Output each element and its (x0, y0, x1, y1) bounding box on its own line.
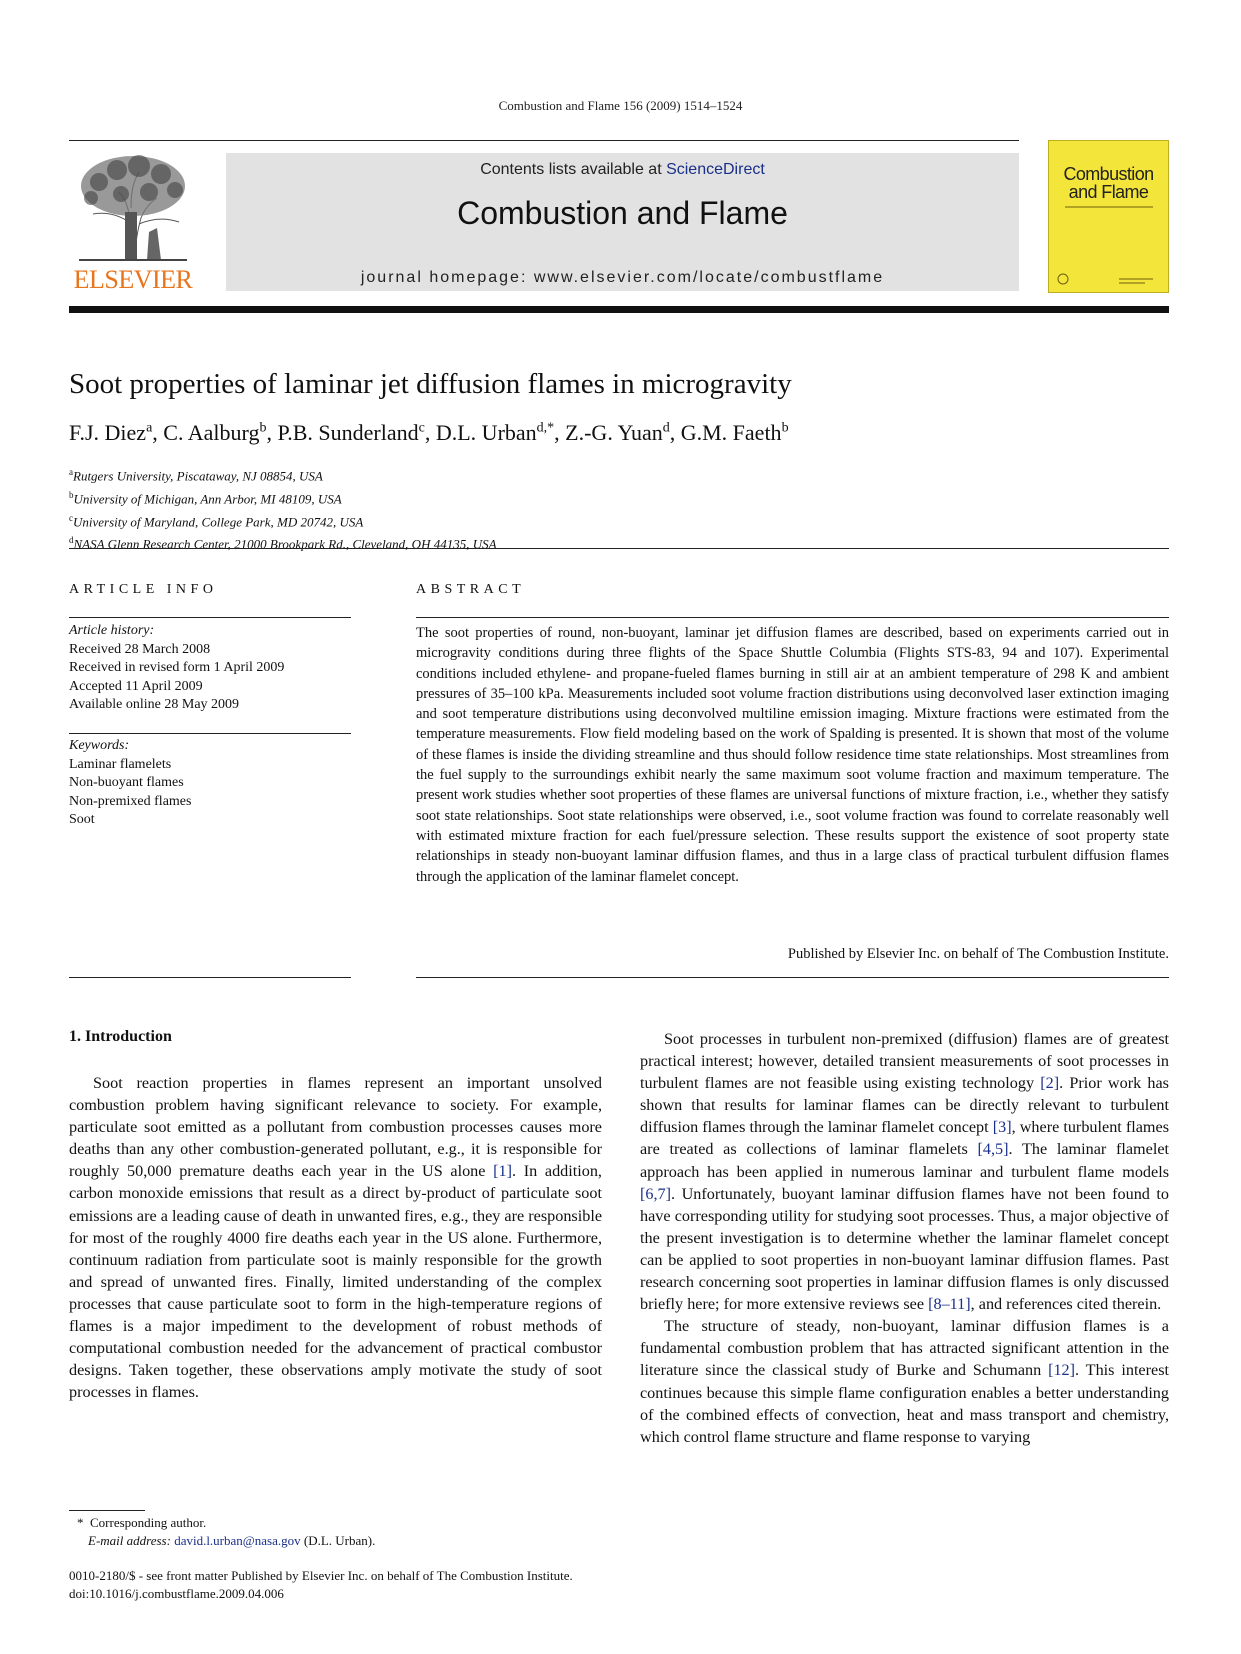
header-rule (69, 140, 1019, 141)
author-name: F.J. Diez (69, 420, 147, 445)
text-run: . Prior work has shown that results for laminar flames can be directly relevant to turbulent diffusion flames through the laminar flamelet concept (640, 1074, 1169, 1137)
history-label: Article history: (69, 623, 155, 638)
affiliation-text: University of Michigan, Ann Arbor, MI 48109, USA (73, 491, 342, 507)
text-run: , where turbulent flames are treated as collections of laminar flamelets (640, 1118, 1169, 1159)
reference-link[interactable]: [12] (1048, 1361, 1076, 1380)
author-separator: , (424, 420, 436, 445)
email-link[interactable]: david.l.urban@nasa.gov (174, 1533, 301, 1548)
article-info-bottom-rule (69, 977, 351, 978)
affiliation-list (69, 463, 497, 554)
text-run: The structure of steady, non-buoyant, laminar diffusion flames is a fundamental combustion problem that has attracted significant attention in the literature since the classical study of Burke and Schumann (640, 1317, 1169, 1380)
affiliation-text: NASA Glenn Research Center, 21000 Brookpark Rd., Cleveland, OH 44135, USA (73, 536, 497, 552)
article-history (69, 622, 284, 715)
publisher-line: Published by Elsevier Inc. on behalf of The Combustion Institute. (787, 946, 1169, 962)
affiliation (69, 486, 497, 509)
author-name: D.L. Urban (435, 420, 537, 445)
journal-homepage[interactable]: journal homepage: www.elsevier.com/locate/combustflame (360, 269, 885, 286)
abstract-bottom-rule (416, 977, 1169, 978)
reference-link[interactable]: [3] (992, 1118, 1012, 1137)
abstract-text: The soot properties of round, non-buoyant, laminar jet diffusion flames are described, based on experiments carried out in microgravity conditions during three flights of the Space Shuttle Columbia (Flights STS-83, 94 and 107). Experimental conditions included ethylene- and propane-fueled flames burning in still air at an ambient temperature of 298 K and ambient pressures of 35–100 kPa. Measurements included soot volume fraction distributions using deconvolved laser extinction imaging and soot temperature distributions using deconvolved multiline emission imaging. Mixture fractions were estimated from the temperature measurements. Flow field modeling based on the work of Spalding is presented. It is shown that most of the volume of these flames is inside the dividing streamline and thus should follow residence time state relationships. Most streamlines from the fuel supply to the surroundings exhibit nearly the same maximum soot volume fraction and maximum temperature. The present work studies whether soot properties of these flames are universal functions of mixture fraction, i.e., whether they satisfy soot state relationships. Soot state relationships were observed, i.e., soot volume fraction was found to correlate reasonably well with estimated mixture fraction for each fuel/pressure selection. These results support the existence of soot property state relationships in steady non-buoyant laminar diffusion flames, and thus in a large class of practical turbulent diffusion flames through the application of the laminar flamelet concept. (416, 625, 1169, 885)
affiliation (69, 463, 497, 486)
author-list (69, 420, 789, 446)
contents-line (226, 161, 1019, 179)
author-affiliation-mark[interactable]: b (259, 420, 267, 436)
keywords-label: Keywords: (69, 738, 130, 753)
author-affiliation-mark[interactable]: a (146, 420, 153, 436)
section-heading: 1. Introduction (69, 1028, 172, 1045)
affiliation-key: c (69, 512, 73, 523)
journal-name: Combustion and Flame (457, 195, 788, 231)
front-matter-footer (69, 1567, 573, 1603)
cover-title: Combustion and Flame (1063, 164, 1154, 202)
author-separator: , (669, 420, 681, 445)
footnote-rule (69, 1510, 145, 1511)
text-run: . The laminar flamelet approach has been applied in numerous laminar and turbulent flame models (640, 1140, 1170, 1181)
affiliation-key: d (69, 535, 74, 546)
author-name: C. Aalburg (163, 420, 260, 445)
sciencedirect-link[interactable]: ScienceDirect (666, 161, 765, 178)
keywords-rule (69, 733, 351, 734)
reference-link[interactable]: [4,5] (977, 1140, 1009, 1159)
keyword-item: Soot (69, 812, 95, 827)
journal-citation: Combustion and Flame 156 (2009) 1514–1524 (498, 98, 743, 113)
author-affiliation-mark[interactable]: d,* (536, 420, 555, 436)
paragraph (69, 1072, 602, 1403)
header-thick-rule (69, 306, 1169, 313)
elsevier-wordmark: ELSEVIER (73, 265, 193, 294)
abstract-heading: ABSTRACT (416, 582, 526, 597)
history-item: Received 28 March 2008 (69, 641, 211, 657)
affiliation (69, 509, 497, 532)
affiliation-text: University of Maryland, College Park, MD 20742, USA (73, 513, 364, 529)
author-affiliation-mark[interactable]: c (418, 420, 425, 436)
author-separator: , (554, 420, 566, 445)
affiliation (69, 531, 497, 554)
history-item: Available online 28 May 2009 (69, 697, 240, 712)
elsevier-logo[interactable] (69, 152, 197, 294)
corresponding-author: Corresponding author. (90, 1515, 207, 1530)
left-column (69, 1072, 602, 1403)
keyword-item: Non-buoyant flames (69, 775, 184, 790)
article-info-heading: ARTICLE INFO (69, 582, 218, 597)
reference-link[interactable]: [8–11] (928, 1295, 971, 1314)
doi-line[interactable]: doi:10.1016/j.combustflame.2009.04.006 (69, 1586, 284, 1601)
text-run: , and references cited therein. (970, 1295, 1162, 1314)
author-affiliation-mark[interactable]: b (781, 420, 789, 436)
text-run: . Unfortunately, buoyant laminar diffusion flames have not been found to have corresponding utility for studying soot processes. Thus, a major objective of the present investigation is to determine whether the laminar flamelet concept can be applied to soot properties in non-buoyant laminar diffusion flames. Past research concerning soot properties in laminar diffusion flames is only discussed briefly here; for more extensive reviews see (640, 1184, 1169, 1314)
cover-decoration-icon (1049, 141, 1168, 292)
journal-cover[interactable] (1048, 140, 1169, 293)
contents-prefix: Contents lists available at (480, 161, 667, 178)
reference-link[interactable]: [1] (493, 1162, 513, 1181)
abstract-rule (416, 617, 1169, 618)
history-item: Accepted 11 April 2009 (69, 678, 203, 694)
history-list (69, 641, 284, 715)
footnote (77, 1514, 375, 1550)
reference-link[interactable]: [6,7] (640, 1184, 672, 1203)
tree-icon (69, 152, 197, 264)
affiliation-key: a (69, 467, 73, 477)
text-run: Soot reaction properties in flames represent an important unsolved combustion problem having significant relevance to society. For example, particulate soot emitted as a pollutant from combustion processes causes more deaths than any other combustion-generated pollutant, e.g., it is responsible for roughly 50,000 premature deaths each year in the US alone (69, 1074, 602, 1181)
keyword-item: Laminar flamelets (69, 756, 172, 772)
keywords-block (69, 737, 191, 830)
article-title: Soot properties of laminar jet diffusion flames in microgravity (69, 368, 792, 400)
article-info-rule (69, 617, 351, 618)
affiliation-rule (69, 548, 1169, 549)
email-label: E-mail address: (88, 1533, 171, 1548)
text-run: . This interest continues because this simple flame configuration enables a better understanding of the combined effects of convection, heat and mass transport and chemistry, which control flame structure and flame response to varying (640, 1361, 1169, 1446)
footnote-star: * (77, 1515, 84, 1530)
journal-banner (226, 153, 1019, 291)
reference-link[interactable]: [2] (1040, 1074, 1060, 1093)
author-name: Z.-G. Yuan (565, 420, 663, 445)
keyword-item: Non-premixed flames (69, 793, 192, 809)
author-affiliation-mark[interactable]: d (662, 420, 670, 436)
history-item: Received in revised form 1 April 2009 (69, 660, 285, 675)
keyword-list (69, 756, 191, 830)
affiliation-key: b (69, 489, 74, 500)
affiliation-text: Rutgers University, Piscataway, NJ 08854, USA (73, 468, 323, 484)
author-separator: , (152, 420, 164, 445)
email-suffix: (D.L. Urban). (300, 1533, 376, 1548)
text-run: . In addition, carbon monoxide emissions that result as a direct by-product of particulate soot emissions are a leading cause of death in unwanted fires, e.g., they are responsible for most of the roughly 4000 fire deaths each year in the US alone. Furthermore, continuum radiation from particulate soot is mainly responsible for the growth and spread of unwanted fires. Finally, limited understanding of the complex processes that cause particulate soot to form in the high-temperature regions of flames is a major impediment to the development of robust methods of computational combustion needed for the advancement of practical combustor designs. Taken together, these observations amply motivate the study of soot processes in flames. (69, 1162, 602, 1402)
right-column (640, 1028, 1169, 1448)
author-separator: , (266, 420, 278, 445)
text-run: Soot processes in turbulent non-premixed (diffusion) flames are of greatest practical interest; however, detailed transient measurements of soot processes in turbulent flames are not feasible using existing technology (640, 1030, 1169, 1093)
author-name: P.B. Sunderland (277, 420, 419, 445)
issn-line: 0010-2180/$ - see front matter Published by Elsevier Inc. on behalf of The Combustion Institute. (69, 1568, 573, 1583)
author-name: G.M. Faeth (680, 420, 782, 445)
paragraph (640, 1028, 1169, 1315)
paragraph (640, 1315, 1169, 1448)
